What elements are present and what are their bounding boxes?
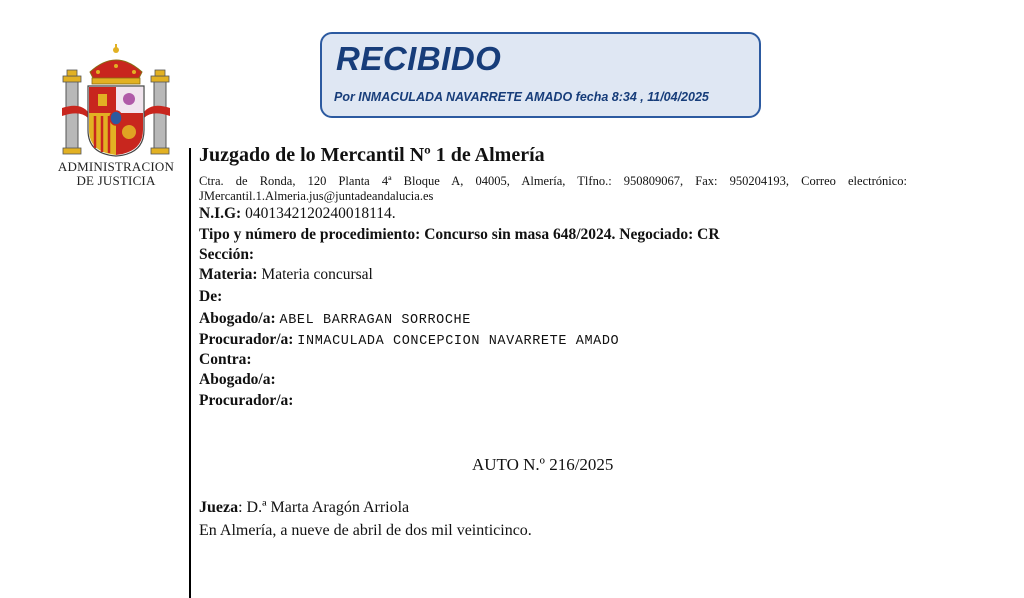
coat-of-arms-emblem bbox=[60, 42, 172, 162]
judge-name: : D.ª Marta Aragón Arriola bbox=[238, 499, 410, 516]
admin-label-line1: ADMINISTRACION bbox=[57, 159, 175, 174]
solicitor-field bbox=[199, 331, 619, 351]
opposing-solicitor-label: Procurador/a: bbox=[199, 392, 294, 409]
shield-icon bbox=[88, 86, 144, 156]
from-field bbox=[199, 288, 222, 306]
subject-label: Materia: bbox=[199, 266, 258, 283]
date-line: En Almería, a nueve de abril de dos mil veinticinco. bbox=[199, 522, 532, 539]
auto-number-title: AUTO N.º 216/2025 bbox=[472, 455, 614, 474]
received-stamp bbox=[320, 32, 761, 118]
court-address: Ctra. de Ronda, 120 Planta 4ª Bloque A, 04005, Almería, Tlfno.: 950809067, Fax: 950204193, Correo electrónico: JMercantil.1.Almeria.jus@juntadeandalucia.es bbox=[199, 174, 907, 203]
opposing-solicitor-field bbox=[199, 392, 293, 410]
nig-label: N.I.G: bbox=[199, 205, 242, 222]
margin-vertical-rule bbox=[189, 148, 191, 598]
procedure-type-field bbox=[199, 226, 720, 244]
crown-icon bbox=[90, 44, 142, 84]
court-name-heading: Juzgado de lo Mercantil Nº 1 de Almería bbox=[199, 144, 545, 166]
judge-label: Jueza bbox=[199, 499, 239, 516]
from-label: De: bbox=[199, 288, 223, 305]
stamp-title: RECIBIDO bbox=[336, 40, 502, 77]
nig-value: 0401342120240018114. bbox=[245, 205, 396, 222]
section-field bbox=[199, 246, 254, 264]
judge-line bbox=[199, 499, 409, 517]
admin-label-line2: DE JUSTICIA bbox=[76, 173, 156, 188]
solicitor-label: Procurador/a: bbox=[199, 331, 294, 348]
against-label: Contra: bbox=[199, 351, 252, 368]
subject-value: Materia concursal bbox=[261, 266, 373, 283]
lawyer-field bbox=[199, 310, 471, 330]
stamp-received-by-line: Por INMACULADA NAVARRETE AMADO fecha 8:34 , 11/04/2025 bbox=[334, 90, 709, 104]
section-label: Sección: bbox=[199, 246, 255, 263]
lawyer-label: Abogado/a: bbox=[199, 310, 276, 327]
procedure-type-text: Tipo y número de procedimiento: Concurso sin masa 648/2024. Negociado: CR bbox=[199, 226, 720, 243]
administracion-de-justicia-label bbox=[55, 160, 177, 188]
against-field bbox=[199, 351, 252, 369]
subject-field bbox=[199, 266, 373, 284]
nig-field bbox=[199, 205, 396, 223]
opposing-lawyer-field bbox=[199, 371, 276, 389]
lawyer-value: ABEL BARRAGAN SORROCHE bbox=[279, 313, 471, 328]
solicitor-value: INMACULADA CONCEPCION NAVARRETE AMADO bbox=[297, 334, 620, 349]
opposing-lawyer-label: Abogado/a: bbox=[199, 371, 276, 388]
